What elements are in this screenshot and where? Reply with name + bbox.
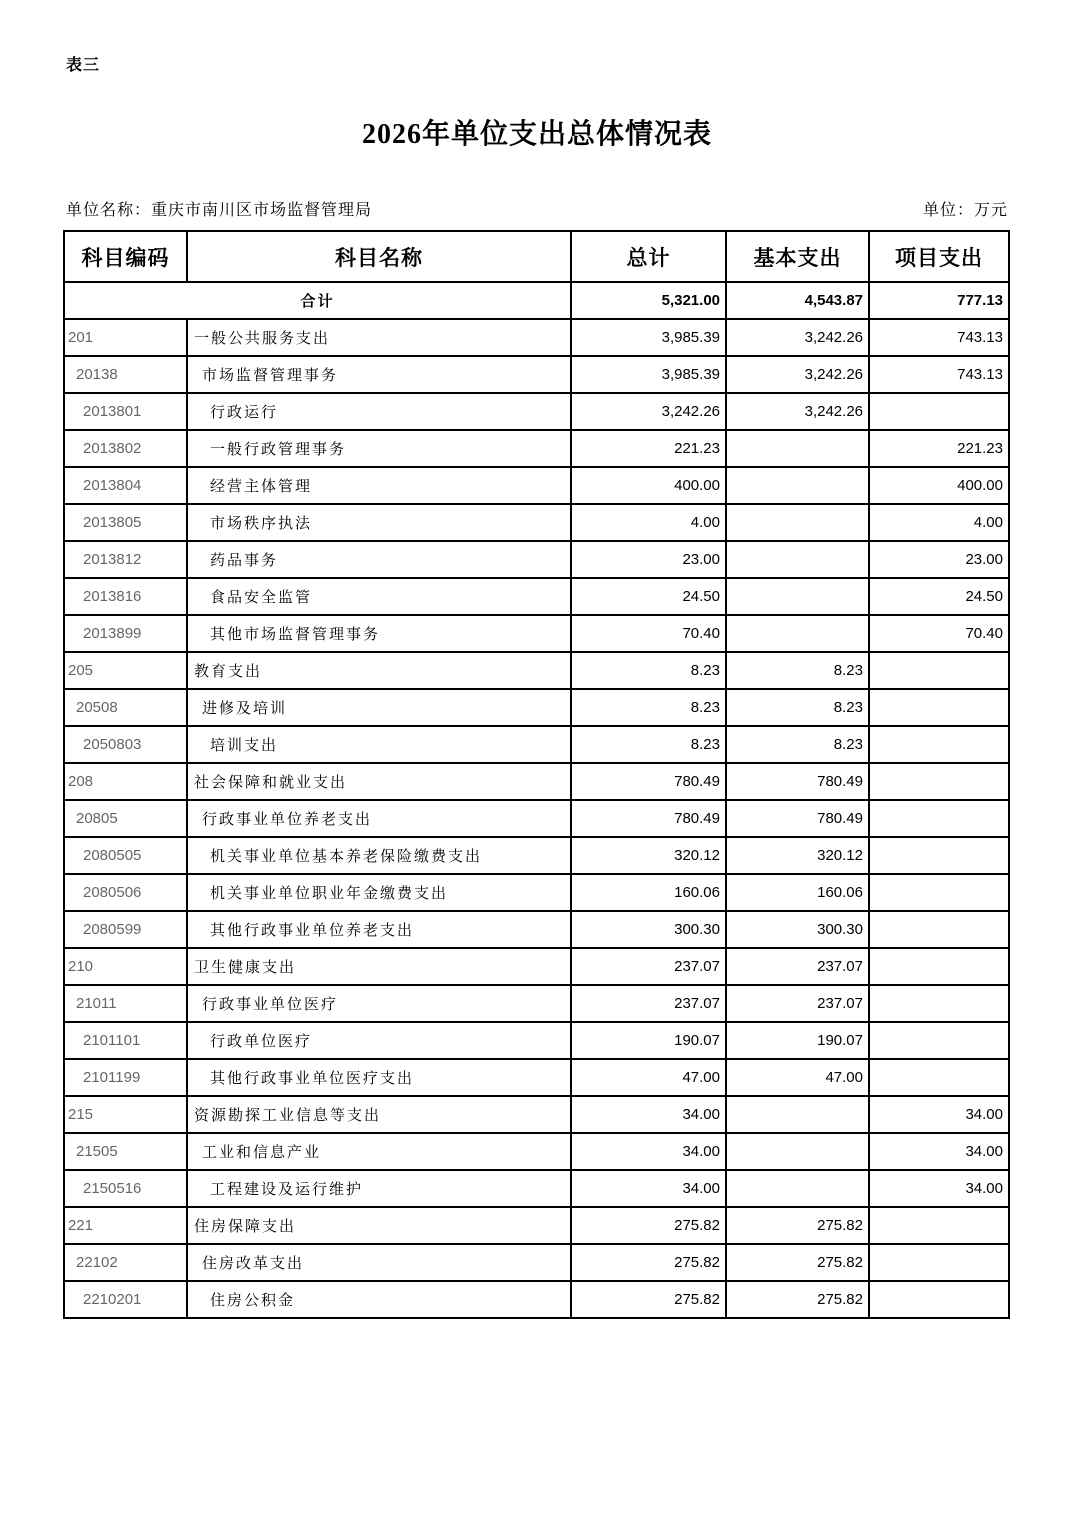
- subject-name-cell: 社会保障和就业支出: [187, 763, 571, 800]
- project-expense-cell: [869, 1244, 1009, 1281]
- project-expense-cell: [869, 1059, 1009, 1096]
- unit-name-label: 单位名称：重庆市南川区市场监督管理局: [66, 202, 373, 219]
- header-row: [64, 231, 1009, 282]
- project-expense-cell: [869, 393, 1009, 430]
- table-row: [64, 504, 1009, 541]
- subject-name-cell: 一般行政管理事务: [187, 430, 571, 467]
- subject-code-cell: 20138: [64, 356, 187, 393]
- subject-code-cell: 2050803: [64, 726, 187, 763]
- table-row: [64, 874, 1009, 911]
- subject-name-cell: 教育支出: [187, 652, 571, 689]
- table-row: [64, 763, 1009, 800]
- table-row: [64, 652, 1009, 689]
- col-header-project-expense: 项目支出: [869, 231, 1009, 282]
- total-value-cell: 34.00: [571, 1133, 726, 1170]
- col-header-total: 总计: [571, 231, 726, 282]
- table-row: [64, 356, 1009, 393]
- basic-expense-cell: [726, 615, 869, 652]
- subject-code-cell: 20508: [64, 689, 187, 726]
- total-value-cell: 300.30: [571, 911, 726, 948]
- subject-code-cell: 2013805: [64, 504, 187, 541]
- subject-code-cell: 2101199: [64, 1059, 187, 1096]
- subject-code-cell: 2080505: [64, 837, 187, 874]
- subject-code-cell: 2080506: [64, 874, 187, 911]
- subject-name-cell: 行政单位医疗: [187, 1022, 571, 1059]
- subject-name-cell: 培训支出: [187, 726, 571, 763]
- table-row: [64, 393, 1009, 430]
- project-expense-cell: 23.00: [869, 541, 1009, 578]
- project-expense-cell: 221.23: [869, 430, 1009, 467]
- unit-of-measure-label: 单位：万元: [922, 202, 1008, 219]
- subject-code-cell: 2080599: [64, 911, 187, 948]
- subject-code-cell: 221: [64, 1207, 187, 1244]
- project-expense-cell: [869, 763, 1009, 800]
- total-value-cell: 275.82: [571, 1244, 726, 1281]
- project-expense-cell: [869, 800, 1009, 837]
- subject-code-cell: 21011: [64, 985, 187, 1022]
- meta-line: [66, 197, 1008, 220]
- basic-expense-cell: [726, 541, 869, 578]
- project-expense-cell: [869, 1022, 1009, 1059]
- table-row: [64, 319, 1009, 356]
- grand-total-basic-value: 4,543.87: [726, 282, 869, 319]
- subject-name-cell: 市场秩序执法: [187, 504, 571, 541]
- total-value-cell: 3,985.39: [571, 319, 726, 356]
- subject-name-cell: 行政事业单位养老支出: [187, 800, 571, 837]
- subject-code-cell: 22102: [64, 1244, 187, 1281]
- subject-name-cell: 机关事业单位职业年金缴费支出: [187, 874, 571, 911]
- project-expense-cell: [869, 689, 1009, 726]
- basic-expense-cell: 780.49: [726, 800, 869, 837]
- table-row: [64, 430, 1009, 467]
- project-expense-cell: 34.00: [869, 1096, 1009, 1133]
- total-value-cell: 47.00: [571, 1059, 726, 1096]
- total-value-cell: 70.40: [571, 615, 726, 652]
- total-value-cell: 400.00: [571, 467, 726, 504]
- table-row: [64, 726, 1009, 763]
- total-value-cell: 8.23: [571, 652, 726, 689]
- basic-expense-cell: 8.23: [726, 652, 869, 689]
- expenditure-table: [63, 230, 1010, 1319]
- total-value-cell: 190.07: [571, 1022, 726, 1059]
- subject-name-cell: 其他市场监督管理事务: [187, 615, 571, 652]
- subject-code-cell: 2013802: [64, 430, 187, 467]
- subject-code-cell: 2013812: [64, 541, 187, 578]
- subject-name-cell: 食品安全监管: [187, 578, 571, 615]
- table-row: [64, 1244, 1009, 1281]
- table-row: [64, 837, 1009, 874]
- basic-expense-cell: 237.07: [726, 985, 869, 1022]
- project-expense-cell: [869, 837, 1009, 874]
- subject-code-cell: 2013801: [64, 393, 187, 430]
- subject-name-cell: 住房改革支出: [187, 1244, 571, 1281]
- col-header-subject-name: 科目名称: [187, 231, 571, 282]
- subject-name-cell: 行政事业单位医疗: [187, 985, 571, 1022]
- subject-code-cell: 2013804: [64, 467, 187, 504]
- basic-expense-cell: 3,242.26: [726, 356, 869, 393]
- project-expense-cell: 400.00: [869, 467, 1009, 504]
- basic-expense-cell: [726, 504, 869, 541]
- project-expense-cell: [869, 652, 1009, 689]
- total-value-cell: 275.82: [571, 1281, 726, 1318]
- project-expense-cell: 24.50: [869, 578, 1009, 615]
- basic-expense-cell: 47.00: [726, 1059, 869, 1096]
- subject-code-cell: 20805: [64, 800, 187, 837]
- subject-name-cell: 住房公积金: [187, 1281, 571, 1318]
- table-row: [64, 1133, 1009, 1170]
- total-value-cell: 221.23: [571, 430, 726, 467]
- subject-code-cell: 205: [64, 652, 187, 689]
- total-value-cell: 320.12: [571, 837, 726, 874]
- basic-expense-cell: 160.06: [726, 874, 869, 911]
- subject-name-cell: 资源勘探工业信息等支出: [187, 1096, 571, 1133]
- table-row: [64, 1281, 1009, 1318]
- subject-name-cell: 经营主体管理: [187, 467, 571, 504]
- table-row: [64, 1096, 1009, 1133]
- subject-name-cell: 行政运行: [187, 393, 571, 430]
- total-value-cell: 275.82: [571, 1207, 726, 1244]
- table-row: [64, 541, 1009, 578]
- project-expense-cell: [869, 1207, 1009, 1244]
- subject-name-cell: 药品事务: [187, 541, 571, 578]
- total-value-cell: 8.23: [571, 689, 726, 726]
- project-expense-cell: [869, 726, 1009, 763]
- subject-name-cell: 住房保障支出: [187, 1207, 571, 1244]
- col-header-subject-code: 科目编码: [64, 231, 187, 282]
- total-value-cell: 780.49: [571, 800, 726, 837]
- table-row: [64, 1207, 1009, 1244]
- basic-expense-cell: 237.07: [726, 948, 869, 985]
- subject-name-cell: 进修及培训: [187, 689, 571, 726]
- table-row: [64, 948, 1009, 985]
- subject-code-cell: 21505: [64, 1133, 187, 1170]
- total-value-cell: 24.50: [571, 578, 726, 615]
- table-row: [64, 689, 1009, 726]
- subject-name-cell: 其他行政事业单位医疗支出: [187, 1059, 571, 1096]
- project-expense-cell: [869, 948, 1009, 985]
- basic-expense-cell: [726, 1170, 869, 1207]
- basic-expense-cell: [726, 430, 869, 467]
- project-expense-cell: 743.13: [869, 319, 1009, 356]
- table-row: [64, 800, 1009, 837]
- project-expense-cell: 34.00: [869, 1133, 1009, 1170]
- subject-code-cell: 210: [64, 948, 187, 985]
- subject-name-cell: 机关事业单位基本养老保险缴费支出: [187, 837, 571, 874]
- basic-expense-cell: [726, 467, 869, 504]
- project-expense-cell: [869, 911, 1009, 948]
- grand-total-label: 合计: [64, 282, 571, 319]
- total-value-cell: 237.07: [571, 985, 726, 1022]
- subject-name-cell: 一般公共服务支出: [187, 319, 571, 356]
- subject-name-cell: 工业和信息产业: [187, 1133, 571, 1170]
- basic-expense-cell: 300.30: [726, 911, 869, 948]
- subject-code-cell: 2013899: [64, 615, 187, 652]
- basic-expense-cell: 275.82: [726, 1281, 869, 1318]
- total-value-cell: 3,985.39: [571, 356, 726, 393]
- subject-code-cell: 208: [64, 763, 187, 800]
- subject-code-cell: 2101101: [64, 1022, 187, 1059]
- table-row: [64, 1170, 1009, 1207]
- table-row: [64, 1059, 1009, 1096]
- project-expense-cell: 743.13: [869, 356, 1009, 393]
- subject-name-cell: 市场监督管理事务: [187, 356, 571, 393]
- subject-code-cell: 2150516: [64, 1170, 187, 1207]
- basic-expense-cell: 275.82: [726, 1244, 869, 1281]
- table-row: [64, 985, 1009, 1022]
- total-value-cell: 160.06: [571, 874, 726, 911]
- grand-total-total-value: 5,321.00: [571, 282, 726, 319]
- subject-code-cell: 2210201: [64, 1281, 187, 1318]
- total-value-cell: 34.00: [571, 1170, 726, 1207]
- subject-name-cell: 其他行政事业单位养老支出: [187, 911, 571, 948]
- basic-expense-cell: 8.23: [726, 726, 869, 763]
- project-expense-cell: 4.00: [869, 504, 1009, 541]
- table-row: [64, 467, 1009, 504]
- table-row: [64, 615, 1009, 652]
- table-row: [64, 1022, 1009, 1059]
- subject-name-cell: 工程建设及运行维护: [187, 1170, 571, 1207]
- subject-code-cell: 215: [64, 1096, 187, 1133]
- subject-code-cell: 2013816: [64, 578, 187, 615]
- table-row: [64, 911, 1009, 948]
- table-tag: 表三: [66, 57, 101, 74]
- total-value-cell: 8.23: [571, 726, 726, 763]
- basic-expense-cell: 320.12: [726, 837, 869, 874]
- grand-total-row: [64, 282, 1009, 319]
- project-expense-cell: [869, 985, 1009, 1022]
- basic-expense-cell: [726, 1096, 869, 1133]
- total-value-cell: 780.49: [571, 763, 726, 800]
- project-expense-cell: 34.00: [869, 1170, 1009, 1207]
- total-value-cell: 4.00: [571, 504, 726, 541]
- total-value-cell: 237.07: [571, 948, 726, 985]
- project-expense-cell: 70.40: [869, 615, 1009, 652]
- table-body: [64, 282, 1009, 1318]
- basic-expense-cell: 3,242.26: [726, 319, 869, 356]
- col-header-basic-expense: 基本支出: [726, 231, 869, 282]
- total-value-cell: 3,242.26: [571, 393, 726, 430]
- basic-expense-cell: 3,242.26: [726, 393, 869, 430]
- total-value-cell: 34.00: [571, 1096, 726, 1133]
- total-value-cell: 23.00: [571, 541, 726, 578]
- page-title: 2026年单位支出总体情况表: [361, 119, 712, 150]
- table-row: [64, 578, 1009, 615]
- basic-expense-cell: [726, 578, 869, 615]
- grand-total-project-value: 777.13: [869, 282, 1009, 319]
- basic-expense-cell: [726, 1133, 869, 1170]
- subject-code-cell: 201: [64, 319, 187, 356]
- basic-expense-cell: 8.23: [726, 689, 869, 726]
- basic-expense-cell: 190.07: [726, 1022, 869, 1059]
- basic-expense-cell: 275.82: [726, 1207, 869, 1244]
- project-expense-cell: [869, 874, 1009, 911]
- basic-expense-cell: 780.49: [726, 763, 869, 800]
- project-expense-cell: [869, 1281, 1009, 1318]
- subject-name-cell: 卫生健康支出: [187, 948, 571, 985]
